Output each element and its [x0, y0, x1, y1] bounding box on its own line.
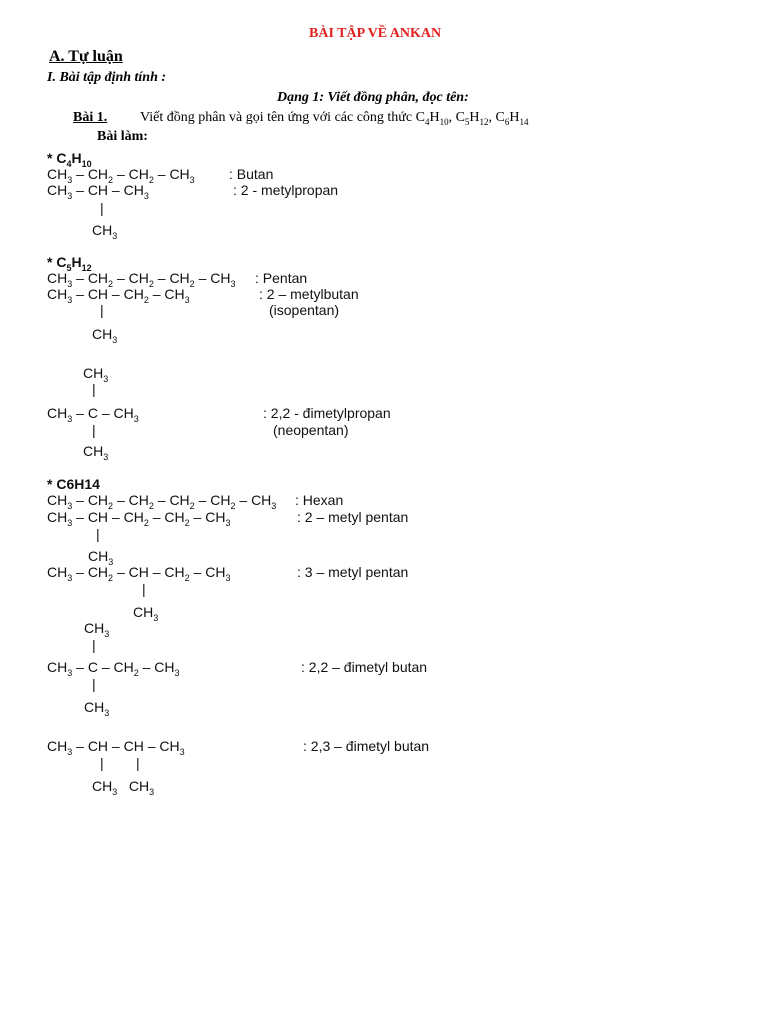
c5-iso3-name: : 2,2 - đimetylpropan	[263, 405, 391, 421]
c6-iso1-chain: $CH_3 - CH_2 - CH_2 - CH_2 - CH_2 - CH_3$	[47, 492, 277, 511]
bai1-text-rendered: Viết đồng phân và gọi tên ứng với các công thức $C_4H_{10}$, $C_5H_{12}$, $C_6H_{14}$	[140, 110, 529, 127]
c5-header: * $C_5H_{12}$	[47, 254, 92, 273]
c6-iso4-top: $CH_3$	[84, 620, 110, 639]
c5-iso2-chain: $CH_3$ – CH – $CH_2 - CH_3$	[47, 286, 190, 305]
c5-iso3-bottom: $CH_3$	[83, 443, 109, 462]
c6-iso5-bond-left: |	[100, 755, 104, 771]
c6-iso3-branch: $CH_3$	[133, 604, 159, 623]
bai1-label: Bài 1.	[73, 110, 108, 125]
c6-iso4-bond-top: |	[92, 637, 96, 653]
c5-iso2-alt: (isopentan)	[269, 302, 340, 318]
bai1-text	[140, 110, 529, 126]
c6-iso1-name: : Hexan	[295, 492, 344, 508]
c6-iso2-branch: $CH_3$	[88, 548, 114, 567]
c6-iso3-bond: |	[142, 581, 146, 597]
c5-iso3-bond-top: |	[92, 381, 96, 397]
c4-iso2-branch: $CH_3$	[92, 222, 118, 241]
c6-iso5-bond-right: |	[136, 755, 140, 771]
c6-iso4-bottom: $CH_3$	[84, 699, 110, 718]
dang1-heading: Dạng 1: Viết đồng phân, đọc tên:	[277, 90, 469, 105]
c6-iso4-chain: $CH_3$ – C – $CH_2 - CH_3$	[47, 659, 180, 678]
c5-iso2-name: : 2 – metylbutan	[259, 286, 359, 302]
section-i-heading: I. Bài tập định tính :	[47, 70, 167, 85]
c6-iso3-name: : 3 – metyl pentan	[297, 564, 409, 580]
c5-iso1-name: : Pentan	[255, 270, 308, 286]
c4-iso2-bond: |	[100, 200, 104, 216]
c6-iso2-bond: |	[96, 526, 100, 542]
c5-iso3-top: $CH_3$	[83, 365, 109, 384]
c5-iso3-alt: (neopentan)	[273, 422, 349, 438]
c5-iso1-chain: $CH_3 - CH_2 - CH_2 - CH_2 - CH_3$	[47, 270, 236, 289]
c5-iso3-chain: $CH_3$ – C – $CH_3$	[47, 405, 139, 424]
section-a-heading: A. Tự luận	[49, 48, 123, 65]
c6-iso2-chain: $CH_3$ – CH – $CH_2 - CH_2 - CH_3$	[47, 509, 231, 528]
c6-iso2-name: : 2 – metyl pentan	[297, 509, 409, 525]
c6-iso5-chain: $CH_3$ – CH – CH – $CH_3$	[47, 738, 185, 757]
c4-iso2-chain: $CH_3$ – CH – $CH_3$	[47, 182, 149, 201]
c4-iso2-name: : 2 - metylpropan	[233, 182, 339, 198]
c4-iso1-name: : Butan	[229, 166, 274, 182]
c4-header: * $C_4H_{10}$	[47, 150, 92, 169]
c6-header: * C6H14	[47, 476, 100, 492]
c5-iso3-bond-bottom: |	[92, 422, 96, 438]
c5-iso2-bond: |	[100, 302, 104, 318]
c6-iso5-name: : 2,3 – đimetyl butan	[303, 738, 430, 754]
c6-iso4-bond-bottom: |	[92, 676, 96, 692]
c6-iso3-chain: $CH_3 - CH_2$ – CH – $CH_2 - CH_3$	[47, 564, 231, 583]
bai-lam-label: Bài làm:	[97, 129, 148, 144]
c6-iso5-branch: $CH_3$ $CH_3$	[92, 778, 155, 797]
page-title: BÀI TẬP VỀ ANKAN	[309, 26, 442, 41]
c5-iso2-branch: $CH_3$	[92, 326, 118, 345]
c6-iso4-name: : 2,2 – đimetyl butan	[301, 659, 428, 675]
c4-iso1-chain: $CH_3 - CH_2 - CH_2 - CH_3$	[47, 166, 195, 185]
